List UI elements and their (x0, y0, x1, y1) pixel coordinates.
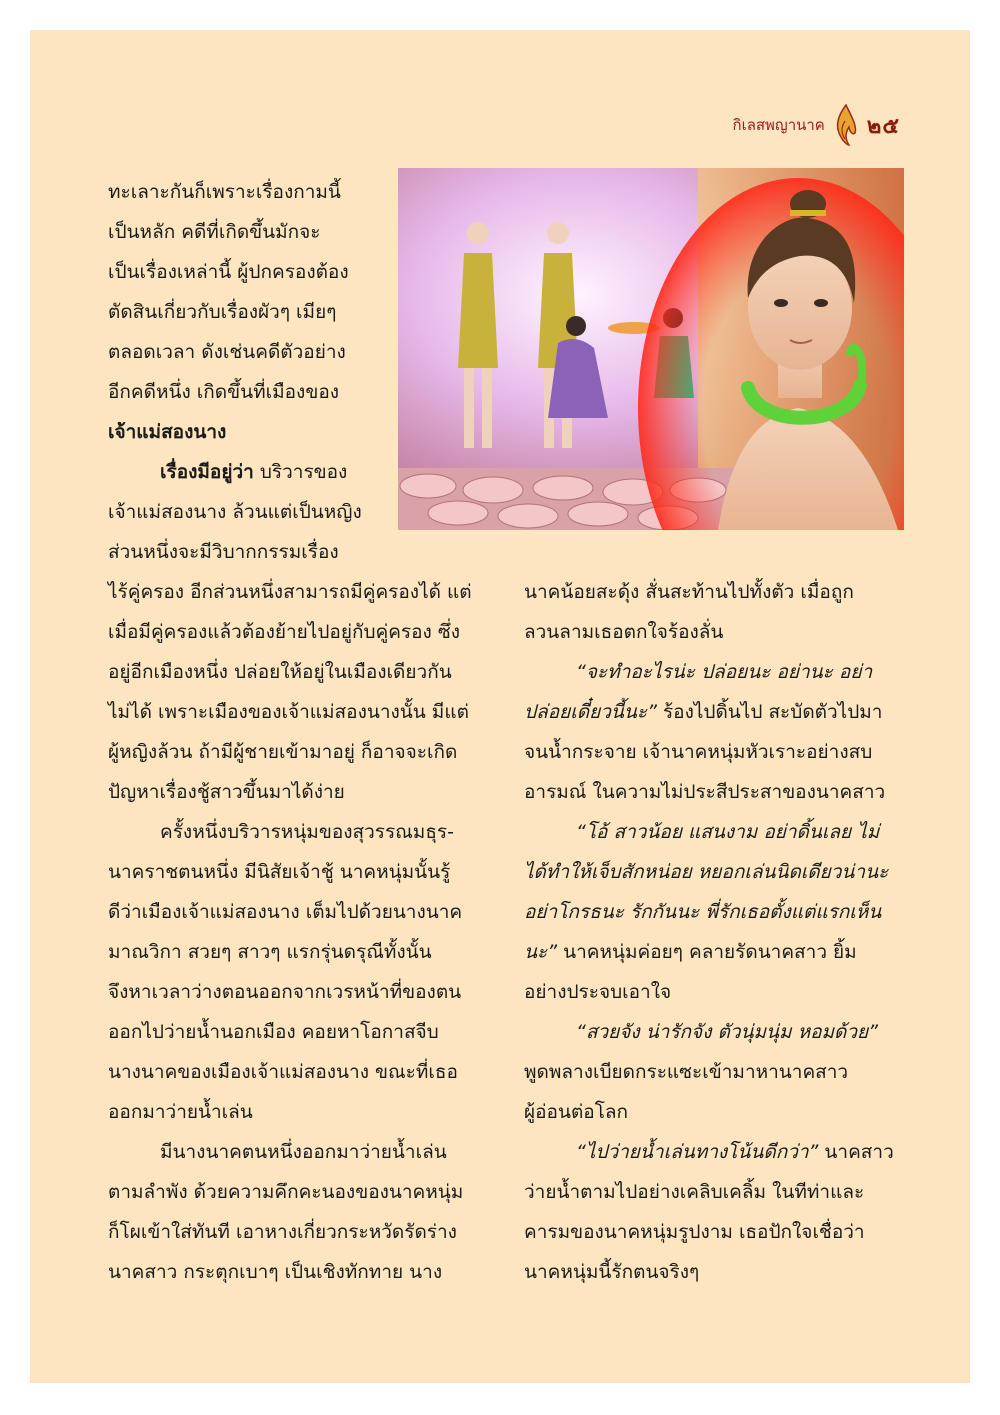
text-run: บริวารของ (259, 461, 348, 483)
text-line: ผู้หญิงล้วน ถ้ามีผู้ชายเข้ามาอยู่ ก็อาจจะเกิด (108, 741, 458, 763)
text-line: ปัญหาเรื่องชู้สาวขึ้นมาได้ง่าย (108, 781, 345, 803)
quote-line: “โอ้ สาวน้อย แสนงาม อย่าดิ้นเลย ไม่ (576, 821, 880, 843)
quote-line: ได้ทำให้เจ็บสักหน่อย หยอกเล่นนิดเดียวน่านะ (524, 861, 889, 883)
quote-line: “สวยจัง น่ารักจัง ตัวนุ่มนุ่ม หอมด้วย” (576, 1021, 879, 1043)
text-line: ออกมาว่ายน้ำเล่น (108, 1101, 253, 1123)
quote-run: “ไปว่ายน้ำเล่นทางโน้นดีกว่า” (576, 1141, 819, 1163)
text-line: นาคน้อยสะดุ้ง สั่นสะท้านไปทั้งตัว เมื่อถูก (524, 581, 854, 603)
quote-line: อย่าโกรธนะ รักกันนะ พี่รักเธอตั้งแต่แรกเห็น (524, 901, 882, 923)
text-line: คารมของนาคหนุ่มรูปงาม เธอปักใจเชื่อว่า (524, 1221, 865, 1243)
text-line: จนน้ำกระจาย เจ้านาคหนุ่มหัวเราะอย่างสบ (524, 741, 873, 763)
quote-run: นะ” (524, 941, 558, 963)
text-line (524, 932, 904, 972)
text-line: นาคราชตนหนึ่ง มีนิสัยเจ้าชู้ นาคหนุ่มนั้นรู้ (108, 861, 451, 883)
text-line: เป็นเรื่องเหล่านี้ ผู้ปกครองต้อง (108, 261, 349, 283)
text-line-bold: เจ้าแม่สองนาง (108, 421, 227, 443)
text-line: อย่างประจบเอาใจ (524, 981, 672, 1003)
column-left-bottom (108, 572, 488, 1292)
text-line: จึงหาเวลาว่างตอนออกจากเวรหน้าที่ของตน (108, 981, 462, 1003)
quote-line: “จะทำอะไรน่ะ ปล่อยนะ อย่านะ อย่า (576, 661, 873, 683)
text-line: เป็นหลัก คดีที่เกิดขึ้นมักจะ (108, 221, 321, 243)
text-line: ส่วนหนึ่งจะมีวิบากกรรมเรื่อง (108, 541, 339, 563)
flame-ornament-icon (833, 103, 859, 147)
text-line: ก็โผเข้าใส่ทันที เอาหางเกี่ยวกระหวัดรัดร่าง (108, 1221, 457, 1243)
page (30, 30, 970, 1383)
text-line: นางนาคของเมืองเจ้าแม่สองนาง ขณะที่เธอ (108, 1061, 458, 1083)
text-line: ออกไปว่ายน้ำนอกเมือง คอยหาโอกาสจีบ (108, 1021, 439, 1043)
text-line: ตลอดเวลา ดังเช่นคดีตัวอย่าง (108, 341, 346, 363)
page-number: ๒๕ (866, 113, 900, 139)
text-line: ว่ายน้ำตามไปอย่างเคลิบเคลิ้ม ในทีท่าและ (524, 1181, 865, 1203)
text-line (524, 1132, 904, 1172)
text-line: ตัดสินเกี่ยวกับเรื่องผัวๆ เมียๆ (108, 301, 337, 323)
text-line: นาคสาว กระตุกเบาๆ เป็นเชิงทักทาย นาง (108, 1261, 443, 1283)
text-line: ลวนลามเธอตกใจร้องลั่น (524, 621, 724, 643)
text-line: เจ้าแม่สองนาง ล้วนแต่เป็นหญิง (108, 501, 362, 523)
page-header (732, 100, 900, 150)
text-line: อยู่อีกเมืองหนึ่ง ปล่อยให้อยู่ในเมืองเดียวกัน (108, 661, 452, 683)
text-line: พูดพลางเบียดกระแซะเข้ามาหานาคสาว (524, 1061, 849, 1083)
text-line: ไม่ได้ เพราะเมืองของเจ้าแม่สองนางนั้น มีแต่ (108, 701, 469, 723)
text-run: นาคหนุ่มค่อยๆ คลายรัดนาคสาว ยิ้ม (557, 941, 857, 963)
text-line: นาคหนุ่มนี้รักตนจริงๆ (524, 1261, 700, 1283)
naga-prince-illustration-icon (398, 168, 904, 530)
text-line (108, 452, 398, 492)
text-line (524, 692, 904, 732)
text-line: ดีว่าเมืองเจ้าแม่สองนาง เต็มไปด้วยนางนาค (108, 901, 463, 923)
text-line: ทะเลาะกันก็เพราะเรื่องกามนี้ (108, 181, 341, 203)
column-right (524, 572, 904, 1292)
text-run: ร้องไปดิ้นไป สะบัดตัวไปมา (656, 701, 883, 723)
text-line: ไร้คู่ครอง อีกส่วนหนึ่งสามารถมีคู่ครองได้ แต่ (108, 581, 472, 603)
text-line: ครั้งหนึ่งบริวารหนุ่มของสุวรรณมธุร- (160, 821, 454, 843)
text-line: มาณวิกา สวยๆ สาวๆ แรกรุ่นดรุณีทั้งนั้น (108, 941, 432, 963)
book-title: กิเลสพญานาค (732, 116, 825, 134)
text-run: นาคสาว (818, 1141, 894, 1163)
quote-run: ปล่อยเดี๋ยวนี้นะ” (524, 701, 657, 723)
text-line: มีนางนาคตนหนึ่งออกมาว่ายน้ำเล่น (160, 1141, 447, 1163)
text-line: ผู้อ่อนต่อโลก (524, 1101, 629, 1123)
column-left-top (108, 172, 398, 572)
text-line: เมื่อมีคู่ครองแล้วต้องย้ายไปอยู่กับคู่ครอง ซึ่ง (108, 621, 461, 643)
text-line: อีกคดีหนึ่ง เกิดขึ้นที่เมืองของ (108, 381, 340, 403)
text-line: อารมณ์ ในความไม่ประสีประสาของนาคสาว (524, 781, 886, 803)
bold-lead: เรื่องมีอยู่ว่า (160, 461, 254, 483)
text-line: ตามลำพัง ด้วยความคึกคะนองของนาคหนุ่ม (108, 1181, 464, 1203)
